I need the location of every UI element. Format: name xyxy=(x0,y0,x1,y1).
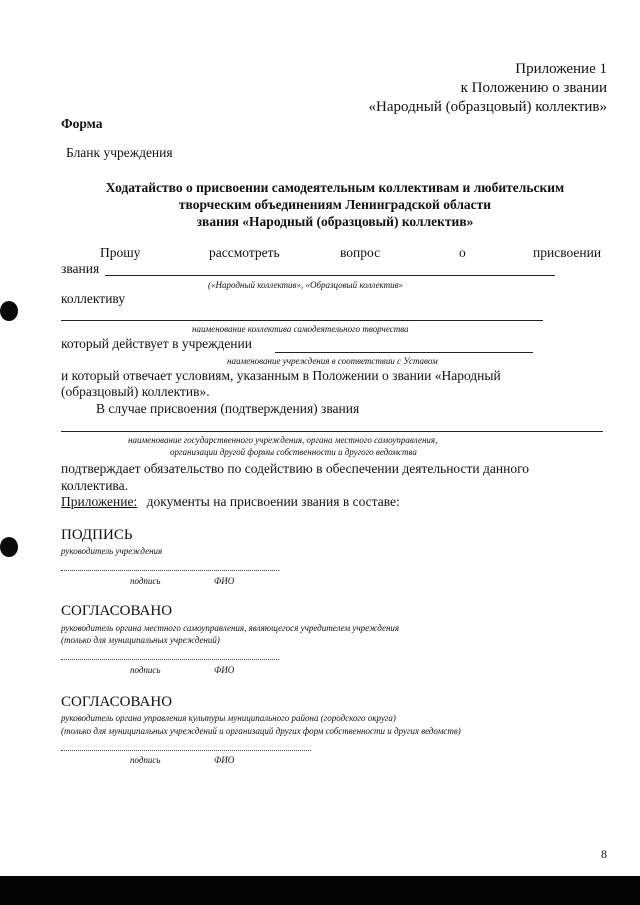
approval2-heading: СОГЛАСОВАНО xyxy=(61,694,173,710)
confirms-line1: подтверждает обязательство по содействию в обеспечении деятельности данного xyxy=(61,461,530,476)
blank-label: Бланк учреждения xyxy=(66,145,173,160)
conforms-line1: и который отвечает условиям, указанным в Положении о звании «Народный xyxy=(61,368,501,383)
zvaniya-label: звания xyxy=(61,261,100,276)
approval1-role-line1: руководитель органа местного самоуправления, являющегося учредителем учреждения xyxy=(61,623,400,633)
approval1-fio-label: ФИО xyxy=(214,665,235,675)
signature-sign-label: подпись xyxy=(130,576,161,586)
attachment-text: документы на присвоении звания в составе: xyxy=(146,494,400,509)
kollektivu-label: коллективу xyxy=(61,291,126,306)
punch-hole-icon xyxy=(0,537,18,557)
approval2-signature-line[interactable] xyxy=(61,750,311,751)
institution-name-hint: наименование учреждения в соответствии с Уставом xyxy=(227,356,438,366)
scan-edge xyxy=(0,876,640,905)
signature-role: руководитель учреждения xyxy=(61,546,163,556)
approval1-sign-label: подпись xyxy=(130,665,161,675)
signature-heading: ПОДПИСЬ xyxy=(61,527,133,543)
approval2-fio-label: ФИО xyxy=(214,755,235,765)
appendix-header-line1: Приложение 1 xyxy=(515,61,607,77)
organization-hint-line2: организации другой формы собственности и другого ведомства xyxy=(170,447,417,457)
document-title-line3: звания «Народный (образцовый) коллектив» xyxy=(196,214,474,229)
institution-name-line[interactable] xyxy=(275,352,533,353)
approval2-role-line2: (только для муниципальных учреждений и организаций других форм собственности и других ведомств) xyxy=(61,726,461,736)
confirms-line2: коллектива. xyxy=(61,478,128,493)
document-title-line2: творческим объединениям Ленинградской области xyxy=(178,197,492,212)
approval1-signature-line[interactable] xyxy=(61,659,279,660)
appendix-header-line2: к Положению о звании xyxy=(460,80,607,96)
approval2-role-line1: руководитель органа управления культуры муниципального района (городского округа) xyxy=(61,713,396,723)
conforms-line2: (образцовый) коллектив». xyxy=(61,384,210,399)
request-word-2: рассмотреть xyxy=(209,245,280,260)
in-case-text: В случае присвоения (подтверждения) звания xyxy=(96,401,360,416)
signature-fio-label: ФИО xyxy=(214,576,235,586)
document-title-line1: Ходатайство о присвоении самодеятельным коллективам и любительским xyxy=(105,180,565,195)
collective-name-hint: наименование коллектива самодеятельного творчества xyxy=(192,324,409,334)
organization-name-line[interactable] xyxy=(61,431,603,432)
punch-hole-icon xyxy=(0,301,18,321)
appendix-header-line3: «Народный (образцовый) коллектив» xyxy=(368,99,607,115)
approval1-heading: СОГЛАСОВАНО xyxy=(61,603,173,619)
approval1-role-line2: (только для муниципальных учреждений) xyxy=(61,635,220,645)
request-word-4: о xyxy=(459,245,466,260)
zvaniya-fill-line[interactable] xyxy=(105,275,555,276)
request-word-5: присвоении xyxy=(533,245,602,260)
collective-name-line[interactable] xyxy=(61,320,543,321)
zvaniya-hint: («Народный коллектив», «Образцовый коллектив» xyxy=(208,280,404,290)
signature-line[interactable] xyxy=(61,570,279,571)
request-word-1: Прошу xyxy=(100,245,141,260)
attachment-line xyxy=(61,494,400,510)
form-label: Форма xyxy=(61,116,103,131)
operates-in-label: который действует в учреждении xyxy=(61,336,252,351)
page-number: 8 xyxy=(601,847,607,861)
request-word-3: вопрос xyxy=(340,245,381,260)
organization-hint-line1: наименование государственного учреждения, органа местного самоуправления, xyxy=(128,435,438,445)
approval2-sign-label: подпись xyxy=(130,755,161,765)
attachment-label: Приложение: xyxy=(61,494,138,509)
